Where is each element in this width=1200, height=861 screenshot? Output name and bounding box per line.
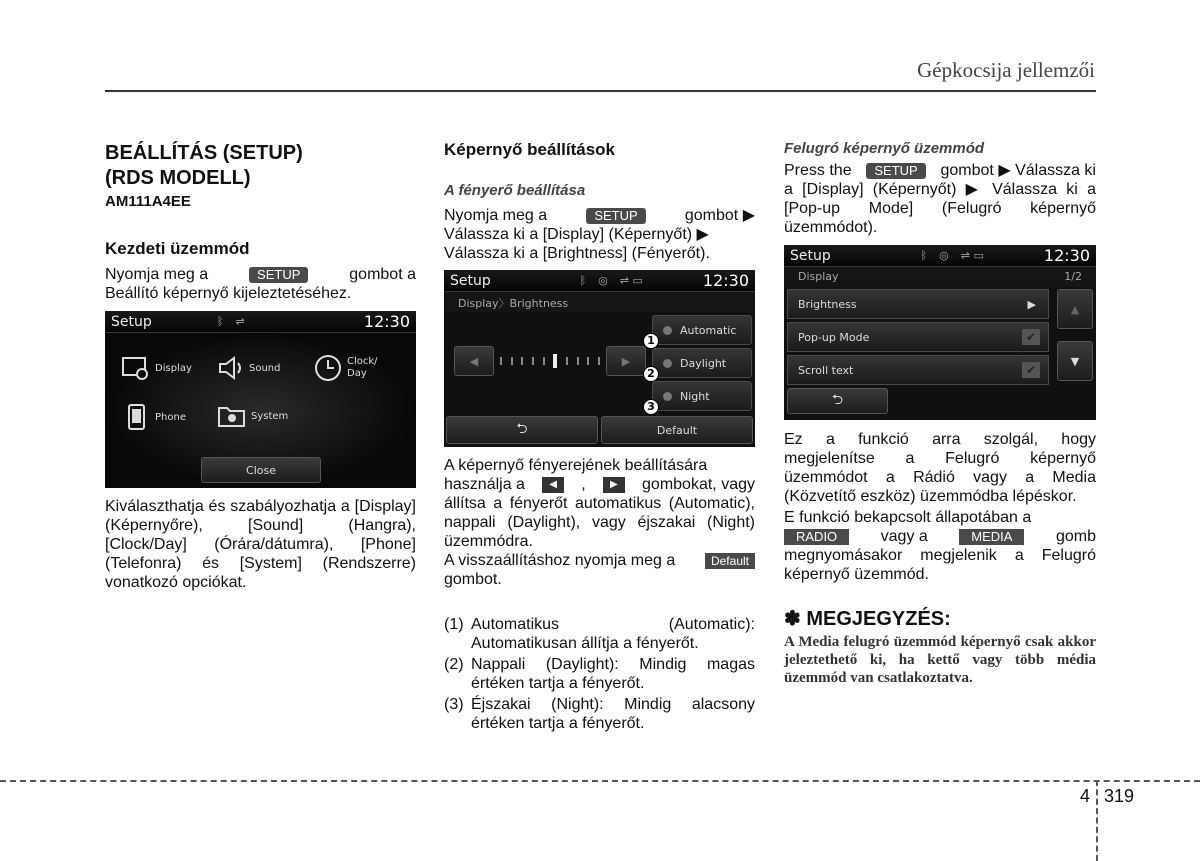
display-icon (121, 355, 151, 381)
brightness-mode-list (444, 615, 755, 733)
subsection-title-screen: Képernyő beállítások (444, 140, 616, 159)
callout-3: 3 (643, 399, 659, 415)
screen-status-bar: Setup ᛒ ◎ ⇌ ▭ 12:30 (444, 270, 755, 292)
checkbox-icon[interactable]: ✔ (1022, 362, 1040, 378)
footer-divider-vertical (1096, 780, 1098, 861)
setup-button-label: SETUP (866, 163, 925, 179)
usb-icon: ⇌ ▭ (619, 274, 643, 287)
menu-item-sound[interactable]: Sound (217, 355, 281, 381)
scroll-up-button[interactable]: ▲ (1057, 289, 1093, 329)
running-header: Gépkocsija jellemzői (917, 58, 1095, 82)
right-arrow-key-icon: ▶ (603, 477, 625, 493)
usb-icon: ⇌ (235, 315, 245, 328)
setup-button-label: SETUP (586, 208, 645, 224)
row-popup-mode[interactable]: Pop-up Mode ✔ (787, 322, 1049, 352)
row-brightness[interactable]: Brightness ▶ (787, 289, 1049, 319)
usb-icon: ⇌ ▭ (960, 249, 984, 262)
default-button-label: Default (705, 553, 755, 569)
screen-status-bar: Setup ᛒ ◎ ⇌ ▭ 12:30 (784, 245, 1096, 267)
left-arrow-key-icon: ◀ (542, 477, 564, 493)
chapter-number: 4 (1080, 786, 1091, 806)
back-button[interactable]: ⮌ (787, 388, 888, 414)
section-code: AM111A4EE (105, 193, 191, 210)
disc-icon: ◎ (598, 274, 608, 287)
list-item: (1) Automatikus (Automatic): Automatikusan állítja a fényerőt. (444, 616, 755, 652)
option-daylight[interactable]: Daylight (652, 348, 752, 378)
subheading-brightness: A fényerő beállítása (444, 182, 586, 199)
section-title: BEÁLLÍTÁS (SETUP) (105, 142, 303, 164)
disc-icon: ◎ (939, 249, 949, 262)
clock-icon (313, 353, 343, 383)
list-item: (2) Nappali (Daylight): Mindig magas értéken tartja a fényerőt. (444, 656, 755, 692)
phone-icon (125, 403, 149, 431)
chevron-right-icon: ▶ (1027, 297, 1036, 311)
footer-divider (0, 780, 1200, 782)
speaker-icon (217, 355, 245, 381)
page-number: 319 (1104, 786, 1135, 806)
option-night[interactable]: Night (652, 381, 752, 411)
scroll-down-button[interactable]: ▼ (1057, 341, 1093, 381)
brightness-screen (444, 270, 755, 447)
paragraph-popup-activation: E funkció bekapcsolt állapotában a RADIO vagy a MEDIA gomb megnyomásakor megjelenik a Felugró képernyő üzemmód. (784, 509, 1096, 583)
option-automatic[interactable]: Automatic (652, 315, 752, 345)
subsection-title: Kezdeti üzemmód (105, 239, 250, 258)
brightness-decrease-button[interactable]: ◀ (454, 346, 494, 376)
bluetooth-icon: ᛒ (216, 315, 224, 328)
paragraph-options: Kiválaszthatja és szabályozhatja a [Display] (Képernyőre), [Sound] (Hangra), [Clock/Day] (Órára/dátumra), [Phone] (Telefonra) és [System] (Rendszerre) vonatkozó opciókat. (105, 498, 416, 591)
breadcrumb: Display 1/2 (784, 267, 1096, 287)
checkbox-icon[interactable]: ✔ (1022, 329, 1040, 345)
default-button[interactable]: Default (601, 416, 753, 444)
callout-1: 1 (643, 333, 659, 349)
bluetooth-icon: ᛒ (920, 249, 928, 262)
radio-button-label: RADIO (784, 529, 849, 545)
paragraph-brightness-usage: A képernyő fényerejének beállítására használja a ◀ , ▶ gombokat, vagy állítsa a fényerőt automatikus (Automatic), nappali (Daylight), vagy éjszakai (Night) üzemmódra. A visszaállításhoz nyomja meg a Default gombot. (444, 457, 755, 588)
note-body: A Media felugró üzemmód képernyő csak akkor jeleztethető ki, ha kettő vagy több média üzemmód van csatlakoztatva. (784, 634, 1096, 686)
bluetooth-icon: ᛒ (579, 274, 587, 287)
display-screen (784, 245, 1096, 420)
paragraph-intro: Nyomja meg a SETUP gombot a Beállító képernyő kijeleztetéséhez. (105, 266, 416, 302)
close-button[interactable]: Close (201, 457, 321, 483)
paragraph-popup-purpose: Ez a funkció arra szolgál, hogy megjelenítse a Felugró képernyő üzemmódot a Rádió vagy a Media (Közvetítő eszköz) üzemmódba lépéskor. (784, 431, 1096, 505)
media-button-label: MEDIA (959, 529, 1024, 545)
list-item: (3) Éjszakai (Night): Mindig alacsony értéken tartja a fényerőt. (444, 696, 755, 732)
back-button[interactable]: ⮌ (446, 416, 598, 444)
paragraph-brightness-steps: Nyomja meg a SETUP gombot ▶ Válassza ki a [Display] (Képernyőt) ▶ Válassza ki a [Brightness] (Fényerőt). (444, 207, 755, 262)
section-title-model: (RDS MODELL) (105, 167, 251, 189)
subheading-popup: Felugró képernyő üzemmód (784, 140, 985, 157)
note-title: ✽ MEGJEGYZÉS: (784, 608, 951, 630)
callout-2: 2 (643, 366, 659, 382)
menu-item-phone[interactable]: Phone (125, 403, 186, 431)
paragraph-popup-steps: Press the SETUP gombot ▶ Válassza ki a [Display] (Képernyőt) ▶ Válassza ki a [Pop-up Mode] (Felugró képernyő üzemmódot). (784, 162, 1096, 236)
menu-item-clock[interactable]: Clock/ Day (313, 353, 378, 383)
setup-menu-screen (105, 311, 416, 488)
system-folder-icon (217, 403, 247, 429)
breadcrumb: Display〉Brightness (444, 292, 755, 312)
header-rule (105, 90, 1096, 92)
menu-item-system[interactable]: System (217, 403, 288, 429)
row-scroll-text[interactable]: Scroll text ✔ (787, 355, 1049, 385)
menu-item-display[interactable]: Display (121, 355, 192, 381)
brightness-slider[interactable] (500, 355, 600, 367)
screen-status-bar: Setup ᛒ ⇌ 12:30 (105, 311, 416, 333)
brightness-increase-button[interactable]: ▶ (606, 346, 646, 376)
setup-button-label: SETUP (249, 267, 308, 283)
